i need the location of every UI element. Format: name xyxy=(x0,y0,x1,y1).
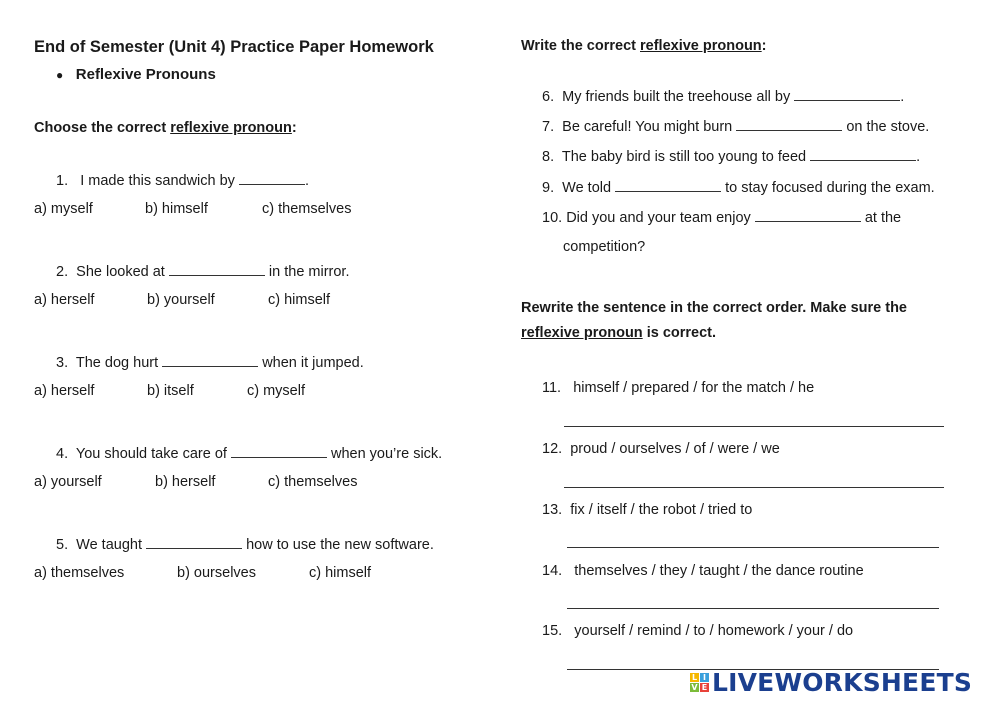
scrambled-words: themselves / they / taught / the dance routine xyxy=(574,563,864,579)
question-number: 2. xyxy=(56,264,69,280)
option-2b[interactable]: b) yourself xyxy=(147,292,215,308)
scrambled-words: fix / itself / the robot / tried to xyxy=(570,502,753,518)
question-3 xyxy=(56,352,364,372)
heading-underlined: reflexive pronoun xyxy=(640,38,762,54)
question-number: 8. xyxy=(542,149,555,165)
question-text-end: to stay focused during the exam. xyxy=(725,180,935,196)
section-heading-write xyxy=(521,37,767,55)
subtitle: Reflexive Pronouns xyxy=(75,66,216,83)
question-8 xyxy=(542,146,920,166)
question-5 xyxy=(56,534,434,554)
rewrite-item-11 xyxy=(542,379,814,397)
answer-blank[interactable] xyxy=(755,207,861,222)
rewrite-item-13 xyxy=(542,501,752,519)
heading-text: is correct. xyxy=(646,325,717,341)
option-5b[interactable]: b) ourselves xyxy=(177,565,256,581)
question-text: Did you and your team enjoy xyxy=(566,210,751,226)
question-number: 7. xyxy=(542,119,555,135)
logo-tiles-icon xyxy=(690,673,709,692)
bullet-icon: ● xyxy=(56,68,64,82)
question-number: 6. xyxy=(542,89,555,105)
question-6 xyxy=(542,86,904,106)
heading-underlined: reflexive pronoun xyxy=(521,325,643,341)
option-3c[interactable]: c) myself xyxy=(247,383,305,399)
option-2a[interactable]: a) herself xyxy=(34,292,95,308)
option-4a[interactable]: a) yourself xyxy=(34,474,102,490)
answer-line-14[interactable] xyxy=(567,608,939,609)
question-text-end: in the mirror. xyxy=(268,264,350,280)
option-3a[interactable]: a) herself xyxy=(34,383,95,399)
heading-text: Choose the correct xyxy=(34,120,167,136)
heading-text: Write the correct xyxy=(521,38,636,54)
section-heading-choose xyxy=(34,119,297,137)
answer-line-13[interactable] xyxy=(567,547,939,548)
answer-blank[interactable] xyxy=(231,443,327,458)
heading-underlined: reflexive pronoun xyxy=(170,120,292,136)
question-number: 12. xyxy=(542,441,563,457)
question-text: We taught xyxy=(76,537,142,553)
logo-tile: E xyxy=(701,682,708,692)
question-2 xyxy=(56,261,350,281)
question-text-end: . xyxy=(304,173,309,189)
option-1b[interactable]: b) himself xyxy=(145,201,208,217)
option-4b[interactable]: b) herself xyxy=(155,474,216,490)
answer-line-11[interactable] xyxy=(564,426,944,427)
heading-colon: : xyxy=(291,120,297,136)
question-text: You should take care of xyxy=(75,446,227,462)
question-text: I made this sandwich by xyxy=(80,173,235,189)
question-4 xyxy=(56,443,442,463)
liveworksheets-logo xyxy=(690,668,972,696)
question-number: 11. xyxy=(542,380,562,396)
question-number: 1. xyxy=(56,173,69,189)
rewrite-item-12 xyxy=(542,440,780,458)
question-9 xyxy=(542,177,935,197)
rewrite-item-15 xyxy=(542,622,853,640)
option-5a[interactable]: a) themselves xyxy=(34,565,125,581)
question-text: She looked at xyxy=(76,264,165,280)
option-4c[interactable]: c) themselves xyxy=(268,474,358,490)
question-text: The baby bird is still too young to feed xyxy=(561,149,807,165)
page-title: End of Semester (Unit 4) Practice Paper Homework xyxy=(34,38,434,56)
answer-blank[interactable] xyxy=(794,86,900,101)
scrambled-words: himself / prepared / for the match / he xyxy=(573,380,815,396)
answer-blank[interactable] xyxy=(146,534,242,549)
question-1 xyxy=(56,170,309,190)
question-number: 9. xyxy=(542,180,555,196)
question-number: 5. xyxy=(56,537,69,553)
logo-tile: I xyxy=(700,673,709,682)
question-number: 10. xyxy=(542,210,563,226)
heading-colon: : xyxy=(761,38,767,54)
option-1c[interactable]: c) themselves xyxy=(262,201,352,217)
answer-blank[interactable] xyxy=(615,177,721,192)
logo-tile: V xyxy=(691,682,698,692)
question-text-end: when it jumped. xyxy=(262,355,364,371)
question-10-continuation: competition? xyxy=(563,239,646,255)
option-2c[interactable]: c) himself xyxy=(268,292,331,308)
answer-blank[interactable] xyxy=(810,146,916,161)
question-number: 13. xyxy=(542,502,563,518)
logo-text: LIVEWORKSHEETS xyxy=(712,667,973,697)
question-text-end: on the stove. xyxy=(846,119,930,135)
question-number: 15. xyxy=(542,623,563,639)
question-10 xyxy=(542,207,901,227)
answer-blank[interactable] xyxy=(239,170,305,185)
logo-tile: L xyxy=(691,672,698,682)
subtitle-line xyxy=(56,66,216,84)
question-number: 4. xyxy=(56,446,69,462)
question-text-end: at the xyxy=(864,210,902,226)
question-text: My friends built the treehouse all by xyxy=(562,89,791,105)
question-text: Be careful! You might burn xyxy=(562,119,733,135)
section-heading-rewrite-line1: Rewrite the sentence in the correct order. Make sure the xyxy=(521,300,907,316)
scrambled-words: proud / ourselves / of / were / we xyxy=(570,441,780,457)
option-5c[interactable]: c) himself xyxy=(309,565,372,581)
option-1a[interactable]: a) myself xyxy=(34,201,93,217)
rewrite-item-14 xyxy=(542,562,864,580)
question-text-end: . xyxy=(916,149,921,165)
question-text-end: . xyxy=(900,89,905,105)
answer-blank[interactable] xyxy=(736,116,842,131)
scrambled-words: yourself / remind / to / homework / your / do xyxy=(574,623,854,639)
question-7 xyxy=(542,116,929,136)
option-3b[interactable]: b) itself xyxy=(147,383,194,399)
answer-blank[interactable] xyxy=(169,261,265,276)
question-text-end: when you’re sick. xyxy=(330,446,443,462)
answer-blank[interactable] xyxy=(162,352,258,367)
answer-line-12[interactable] xyxy=(564,487,944,488)
question-number: 14. xyxy=(542,563,563,579)
question-number: 3. xyxy=(56,355,69,371)
question-text-end: how to use the new software. xyxy=(246,537,434,553)
section-heading-rewrite-line2 xyxy=(521,324,716,342)
question-text: The dog hurt xyxy=(75,355,159,371)
question-text: We told xyxy=(562,180,612,196)
